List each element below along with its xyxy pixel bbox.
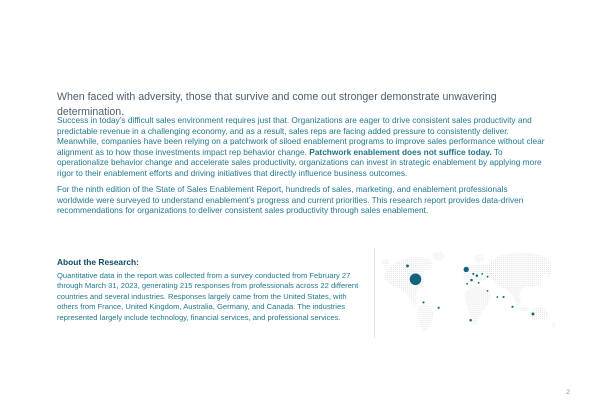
marker-eastern-europe — [487, 276, 489, 278]
continents-dotted — [381, 252, 556, 332]
marker-india — [503, 296, 505, 298]
marker-france — [470, 279, 472, 281]
marker-australia — [532, 313, 535, 316]
page-number: 2 — [566, 389, 570, 396]
intro-paragraph-1 — [57, 115, 546, 178]
marker-colombia — [422, 301, 424, 303]
marker-brazil — [438, 307, 440, 309]
intro-paragraph-2: For the ninth edition of the State of Sales Enablement Report, hundreds of sales, marketing, and enablement professionals worldwide were surveyed to understand enablement’s progress and current priorities. This research report provides data-driven recommendations for organizations to deliver consistent sales productivity through sales enablement. — [57, 184, 524, 216]
page-title: When faced with adversity, those that survive and come out stronger demonstrate unwavering determination. — [57, 91, 497, 119]
marker-germany — [476, 274, 478, 276]
marker-turkey — [487, 290, 489, 292]
marker-spain — [466, 283, 468, 285]
marker-united-states — [410, 273, 422, 285]
marker-italy — [478, 282, 480, 284]
about-body: Quantitative data in the report was collected from a survey conducted from February 27 through March 31, 2023, generating 215 responses from professionals across 22 different countries and several industries. Responses largely came from the United States, with others from France, United Kingdom, Australia, Germany, and Canada. The industries represented largely include technology, financial services, and professional services. — [57, 271, 359, 322]
marker-united-kingdom — [464, 267, 469, 272]
marker-canada — [406, 264, 409, 267]
about-the-research-section — [57, 257, 367, 323]
marker-singapore — [511, 306, 513, 308]
marker-uae — [496, 296, 498, 298]
intro-paragraph-1-start: Success in today’s difficult sales environment requires just that. Organizations are eager to drive consistent sales productivity and predictable revenue in a challenging economy, and as a result, sales reps are facing added pressure to consistently deliver. Meanwhile, companies have been relying on a patchwork of siloed enablement programs to improve sales performance without clear alignment as to how those investments impact rep behavior change. — [57, 115, 545, 157]
about-heading: About the Research: — [57, 257, 139, 267]
marker-poland — [481, 273, 483, 275]
marker-netherlands — [472, 273, 474, 275]
intro-paragraphs — [57, 115, 546, 222]
intro-paragraph-1-end: To operationalize behavior change and accelerate sales productivity, organizations can invest in strategic enablement by applying more rigor to their enablement efforts and driving initiatives that directly influence business outcomes. — [57, 146, 542, 178]
intro-paragraph-1-bold: Patchwork enablement does not suffice today. — [309, 146, 492, 157]
world-map-svg — [379, 249, 557, 338]
vertical-divider — [374, 248, 375, 338]
marker-south-africa — [469, 319, 471, 321]
world-map — [379, 249, 557, 338]
